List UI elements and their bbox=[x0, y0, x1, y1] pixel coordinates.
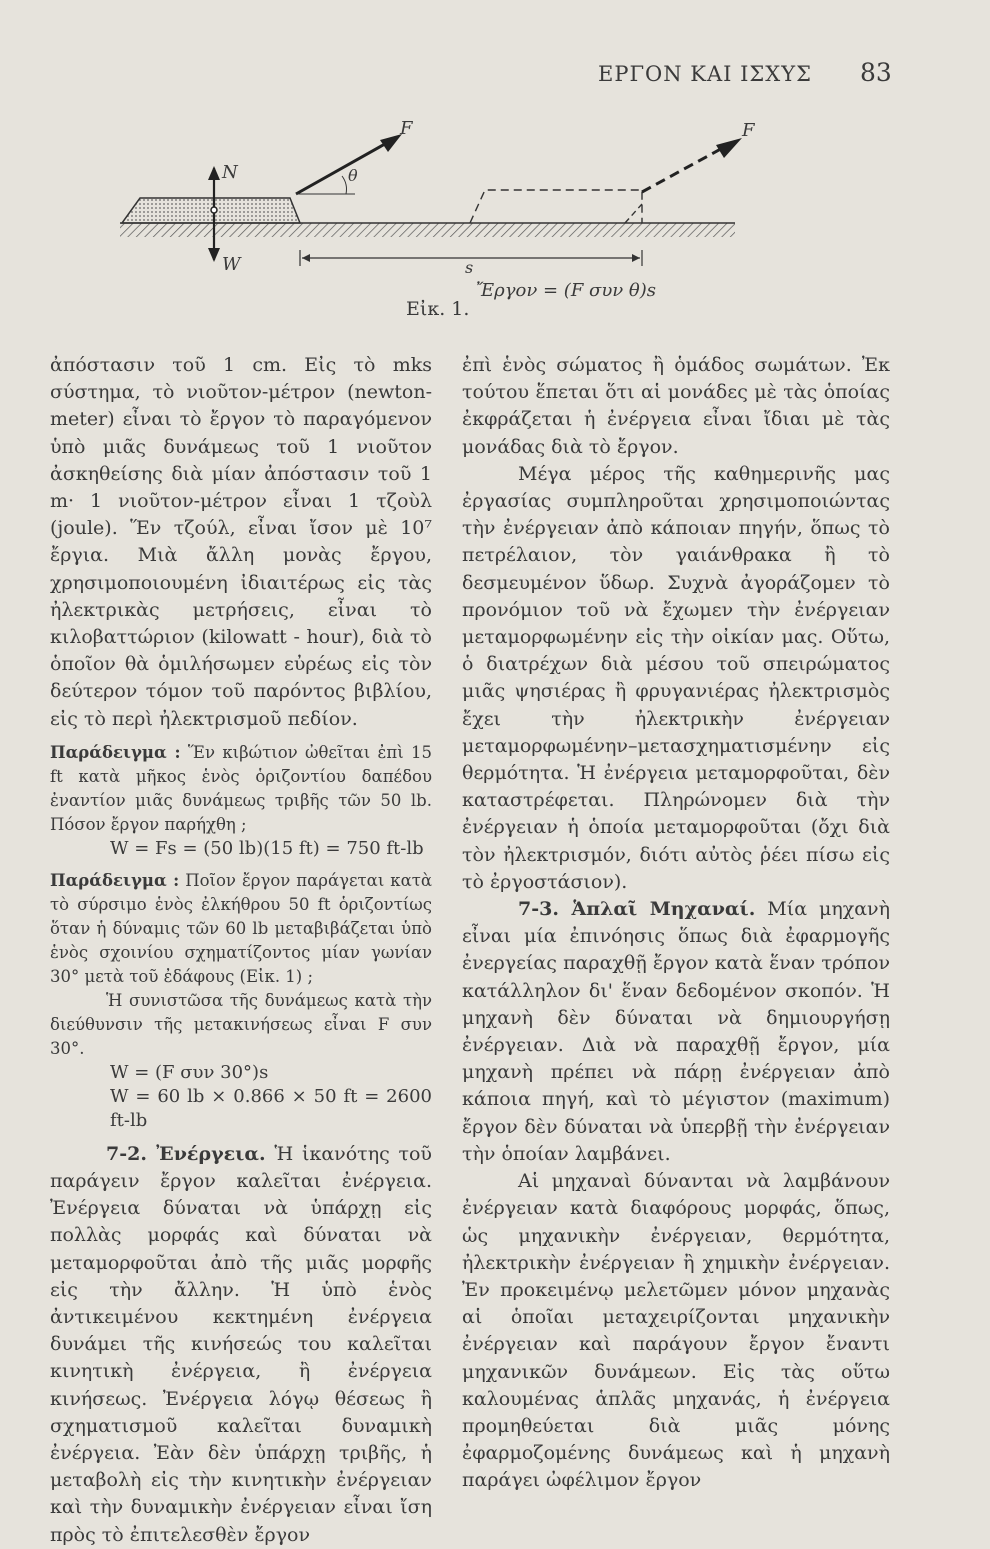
section-text: Ἡ ἱκανότης τοῦ παράγειν ἔργον καλεῖται ἐνέργεια. Ἐνέργεια δύναται νὰ ὑπάρχῃ εἰς πολλὰς μορφάς καὶ δύναται νὰ μεταμορφοῦται ἀπὸ τῆς μιᾶς μορφῆς εἰς τὴν ἄλλην. Ἡ ὑπὸ ἑνὸς ἀντικειμένου κεκτημένη ἐνέργεια δυνάμει τῆς κινήσεώς του καλεῖται κινητικὴ ἐνέργεια, ἢ ἐνέργεια κινήσεως. Ἐνέργεια λόγῳ θέσεως ἢ σχηματισμοῦ καλεῖται δυναμικὴ ἐνέργεια. Ἐὰν δὲν ὑπάρχῃ τριβῆς, ἡ μεταβολὴ εἰς τὴν κινητικὴν ἐνέργειαν καὶ τὴν δυναμικὴν ἐνέργειαν εἶναι ἴση πρὸς τὸ ἐπιτελεσθὲν ἔργον bbox=[50, 1142, 432, 1546]
label-theta: θ bbox=[348, 166, 358, 185]
example-title: Παράδειγμα : bbox=[50, 742, 181, 762]
equation: W = (F συν 30°)s bbox=[110, 1061, 269, 1083]
figure-formula: Ἔργον = (F συν θ)s bbox=[476, 280, 657, 301]
figure-caption: Εἰκ. 1. bbox=[406, 298, 470, 320]
sled-final-outline bbox=[470, 190, 642, 223]
equation: W = Fs = (50 lb)(15 ft) = 750 ft-lb bbox=[110, 837, 424, 859]
equation: W = 60 lb × 0.866 × 50 ft = 2600 ft-lb bbox=[110, 1085, 432, 1131]
force-arrow-icon bbox=[380, 134, 402, 152]
paragraph: ἀπόστασιν τοῦ 1 cm. Εἰς τὸ mks σύστημα, τὸ νιοῦτον-μέτρον (newton-meter) εἶναι τὸ ἔργον τὸ παραγόμενον ὑπὸ μιᾶς δυνάμεως τοῦ 1 νιοῦτον ἀσκηθείσης διὰ μίαν ἀπόστασιν τοῦ 1 m· 1 νιοῦτον-μέτρον εἶναι 1 τζοὺλ (joule). Ἕν τζούλ, εἶναι ἴσον μὲ 10⁷ ἔργια. Μιὰ ἄλλη μονὰς ἔργου, χρησιμοποιουμένη ἰδιαιτέρως εἰς τὰς ἠλεκτρικὰς μετρήσεις, εἶναι τὸ κιλοβαττώριον (kilowatt - hour), διὰ τὸ ὁποῖον θὰ ὁμιλήσωμεν εὐρέως εἰς τὸν δεύτερον τόμον τοῦ παρόντος βιβλίου, εἰς τὸ περὶ ἠλεκτρισμοῦ πεδίον. bbox=[50, 354, 432, 730]
label-s: s bbox=[465, 258, 474, 277]
running-title: ΕΡΓΟΝ ΚΑΙ ΙΣΧΥΣ bbox=[598, 62, 812, 86]
example-title: Παράδειγμα : bbox=[50, 870, 180, 890]
page-number: 83 bbox=[860, 58, 892, 87]
section-7-3 bbox=[462, 896, 890, 1168]
left-column bbox=[50, 352, 432, 1549]
example-2 bbox=[50, 869, 432, 989]
force-rope bbox=[296, 140, 392, 194]
label-F2: F bbox=[742, 120, 755, 141]
label-W: W bbox=[222, 254, 241, 275]
paragraph: Αἱ μηχαναὶ δύνανται νὰ λαμβάνουν ἐνέργειαν κατὰ διαφόρους μορφάς, ὅπως, ὡς μηχανικὴν ἐνέργειαν, θερμότητα, ἠλεκτρικὴν ἐνέργειαν ἢ χημικὴν ἐνέργειαν. Ἐν προκειμένῳ μελετῶμεν μόνον μηχανὰς αἱ ὁποῖαι μεταχειρίζονται μηχανικὴν ἐνέργειαν καὶ παράγουν ἔργον ἔναντι μηχανικῶν δυνάμεων. Εἰς τὰς οὕτω καλουμένας ἁπλᾶς μηχανάς, ἡ ἐνέργεια προμηθεύεται διὰ μιᾶς μόνης ἐφαρμοζομένης δυνάμεως καὶ ἡ μηχανὴ παράγει ὠφέλιμον ἔργον bbox=[462, 1170, 890, 1492]
arrow-down-icon bbox=[208, 248, 220, 262]
example-note: Ἡ συνιστῶσα τῆς δυνάμεως κατὰ τὴν διεύθυνσιν τῆς μετακινήσεως εἶναι F συν 30°. bbox=[50, 990, 432, 1058]
example-1 bbox=[50, 741, 432, 837]
paragraph: ἐπὶ ἑνὸς σώματος ἢ ὁμάδος σωμάτων. Ἐκ τούτου ἕπεται ὅτι αἱ μονάδες μὲ τὰς ὁποίας ἐκφράζεται ἡ ἐνέργεια εἶναι ἴδιαι μὲ τὰς μονάδας διὰ τὸ ἔργον. bbox=[462, 354, 890, 458]
section-heading: 7-2. Ἐνέργεια. bbox=[106, 1142, 266, 1165]
force-rope-final bbox=[642, 145, 728, 192]
example-text: Ἕν κιβώτιον ὠθεῖται ἐπὶ 15 ft κατὰ μῆκος ἑνὸς ὁριζοντίου δαπέδου ἐναντίον μιᾶς δυνάμεως τριβῆς τῶν 50 lb. Πόσον ἔργον παρήχθη ; bbox=[50, 742, 432, 834]
section-7-2 bbox=[50, 1141, 432, 1549]
arrow-up-icon bbox=[208, 166, 220, 180]
example-text: Ποῖον ἔργον παράγεται κατὰ τὸ σύρσιμο ἑνὸς ἐλκήθρου 50 ft ὁριζοντίως ὅταν ἡ δύναμις τῶν 60 lb μεταβιβάζεται ὑπὸ ἑνὸς σχοινίου σχηματίζοντος μίαν γωνίαν 30° μετὰ τοῦ ἐδάφους (Εἰκ. 1) ; bbox=[50, 870, 432, 986]
paragraph: Μέγα μέρος τῆς καθημερινῆς μας ἐργασίας συμπληροῦται χρησιμοποιώντας τὴν ἐνέργειαν ἀπὸ κάποιαν πηγήν, ὅπως τὸ πετρέλαιον, τὸν γαιάνθρακα ἢ τὸ δεσμευμένον ὕδωρ. Συχνὰ ἀγοράζομεν τὸ προνόμιον τοῦ νὰ ἔχωμεν τὴν ἐνέργειαν μεταμορφωμένην εἰς τὴν οἰκίαν μας. Οὕτω, ὁ διατρέχων διὰ μέσου τοῦ σπειρώματος μιᾶς ψησιέρας ἢ φρυγανιέρας ἠλεκτρισμὸς ἔχει τὴν ἠλεκτρικὴν ἐνέργειαν μεταμορφωμένην–μετασχηματισμένην εἰς θερμότητα. Ἡ ἐνέργεια μεταμορφοῦται, δὲν καταστρέφεται. Πληρώνομεν διὰ τὴν ἐνέργειαν ἡ ὁποία μεταμορφοῦται (ὄχι διὰ τὸν ἠλεκτρισμόν, διότι αὐτὸς ῥέει πίσω εἰς τὸ ἐργοστάσιον). bbox=[462, 462, 890, 893]
figure-drawing bbox=[110, 110, 890, 340]
label-N: N bbox=[222, 162, 238, 183]
right-column bbox=[462, 352, 890, 1495]
label-F1: F bbox=[400, 118, 413, 139]
section-text: Μία μηχανὴ εἶναι μία ἐπινόησις ὅπως διὰ ἐφαρμογῆς ἐνεργείας παραχθῇ ἔργον κατὰ ἕναν τρόπον κατάλληλον δι' ἕναν δεδομένον σκοπόν. Ἡ μηχανὴ δὲν δύναται νὰ δημιουργήσῃ ἐνέργειαν. Διὰ νὰ παραχθῇ ἔργον, μία μηχανὴ πρέπει νὰ πάρῃ ἐνέργειαν ἀπὸ κάποια πηγή, καὶ τὸ μέγιστον (maximum) ἔργον δὲν δύναται νὰ ὑπερβῇ τὴν ἐνέργειαν τὴν ὁποίαν λαμβάνει. bbox=[462, 898, 890, 1165]
force-arrow-final-icon bbox=[716, 138, 742, 158]
ground bbox=[120, 223, 735, 237]
figure-sled-diagram bbox=[110, 110, 890, 340]
page-header bbox=[0, 56, 990, 96]
section-heading: 7-3. Ἁπλαῖ Μηχαναί. bbox=[518, 898, 756, 921]
